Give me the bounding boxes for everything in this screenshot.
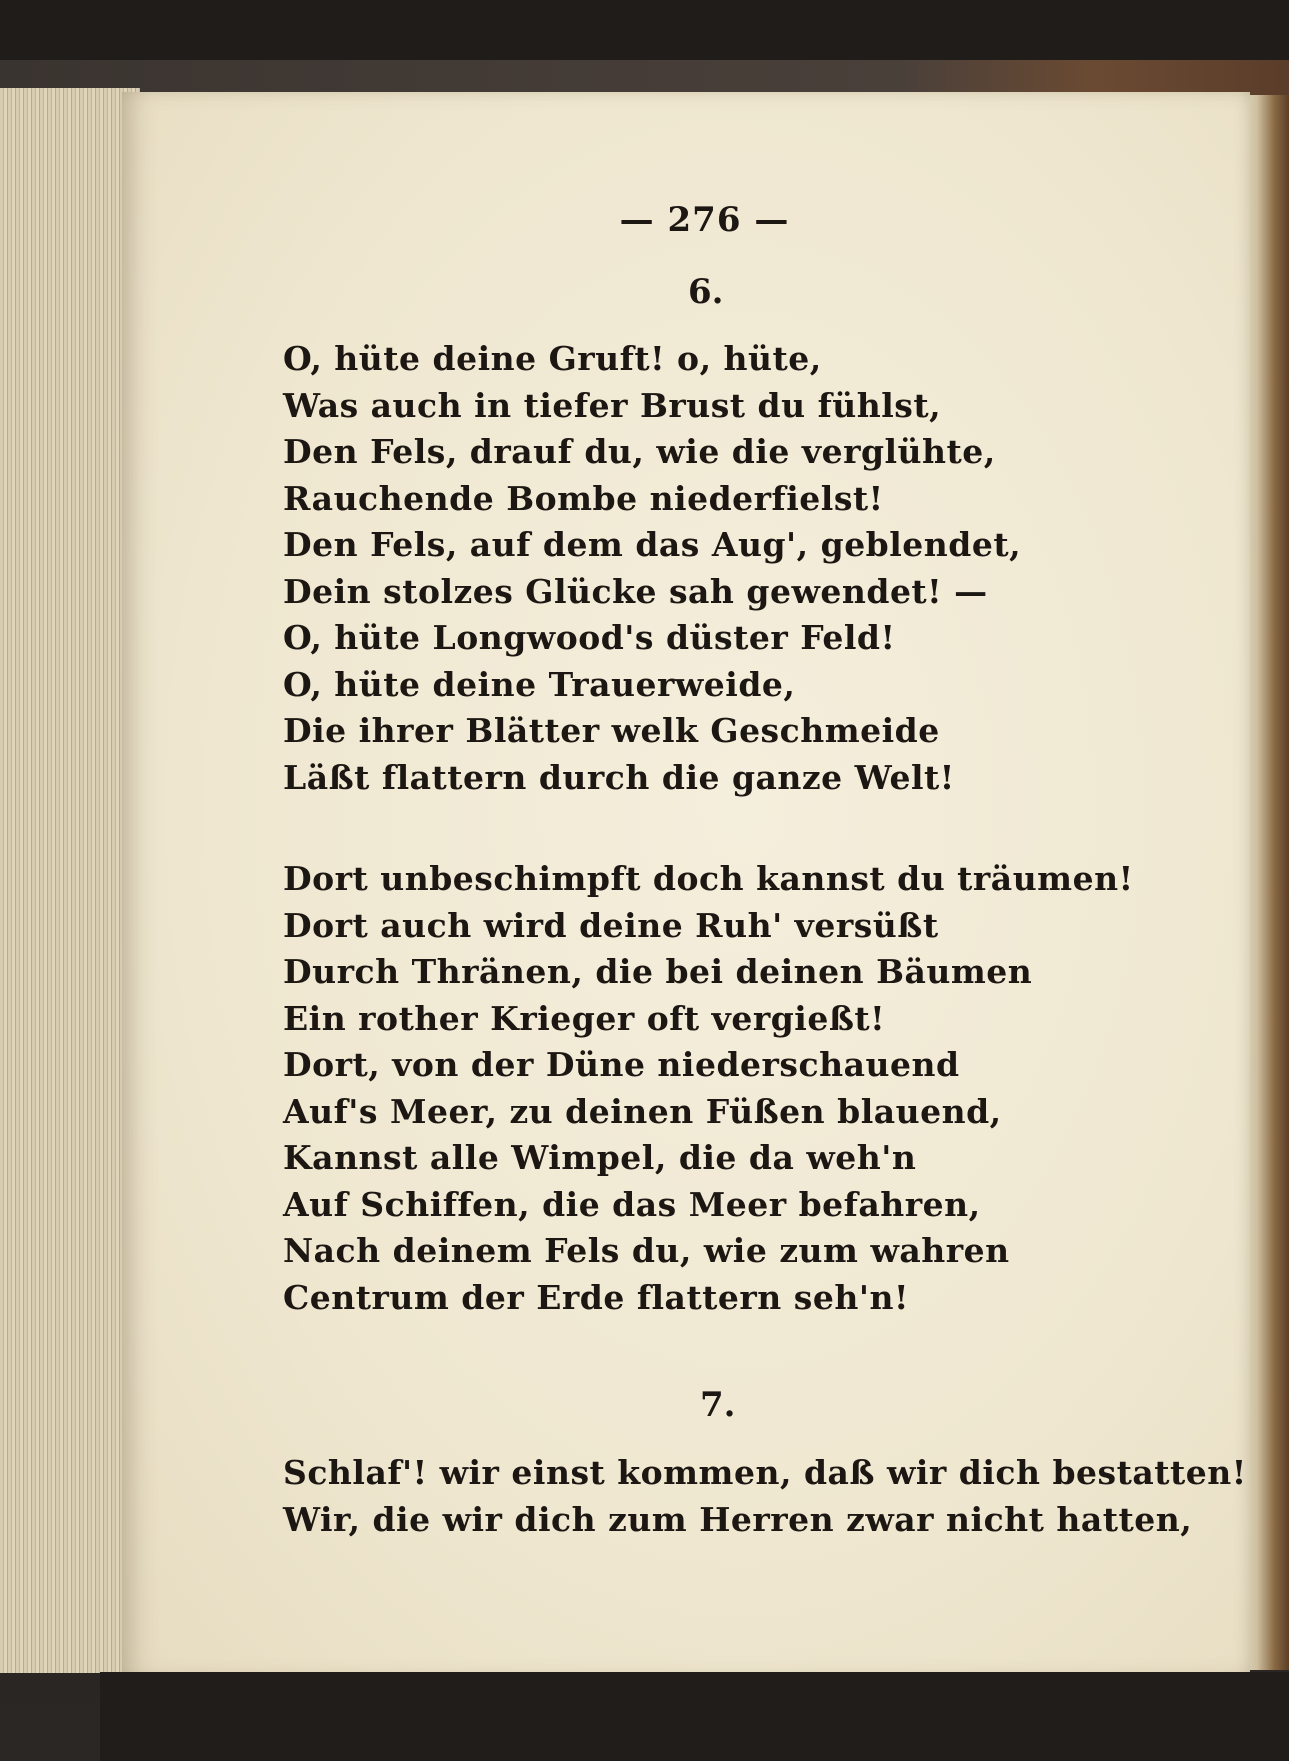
stanza (283, 1450, 1247, 1543)
poem-line: Ein rother Krieger oft vergießt! (283, 998, 886, 1038)
poem-line: Was auch in tiefer Brust du fühlst, (283, 385, 942, 425)
poem-line: Dort unbeschimpft doch kannst du träumen! (283, 859, 1134, 898)
poem-line: Die ihrer Blätter welk Geschmeide (283, 711, 940, 750)
poem-line: O, hüte deine Trauerweide, (283, 664, 796, 704)
section-number-7: 7. (700, 1385, 736, 1425)
poem-section-6 (283, 336, 1134, 1321)
poem-line: Auf Schiffen, die das Meer befahren, (283, 1184, 981, 1224)
poem-line: Auf's Meer, zu deinen Füßen blauend, (283, 1091, 1002, 1131)
poem-line: Kannst alle Wimpel, die da weh'n (283, 1138, 917, 1177)
poem-line: Nach deinem Fels du, wie zum wahren (283, 1231, 1010, 1270)
section-number-6: 6. (688, 272, 724, 312)
poem-line: Schlaf'! wir einst kommen, daß wir dich bestatten! (283, 1453, 1247, 1492)
poem-line: Durch Thränen, die bei deinen Bäumen (283, 952, 1033, 991)
stanza (283, 336, 1134, 801)
poem-line: Läßt flattern durch die ganze Welt! (283, 757, 955, 797)
poem-line: Dort, von der Düne niederschauend (283, 1045, 960, 1084)
page-stack-left (0, 88, 140, 1673)
poem-line: Dein stolzes Glücke sah gewendet! — (283, 571, 988, 611)
background-bottom (100, 1672, 1289, 1761)
poem-line: Den Fels, drauf du, wie die verglühte, (283, 432, 996, 471)
page-number: — 276 — (619, 200, 790, 240)
poem-line: Den Fels, auf dem das Aug', geblendet, (283, 525, 1022, 564)
poem-line: Centrum der Erde flattern seh'n! (283, 1277, 909, 1317)
poem-line: O, hüte Longwood's düster Feld! (283, 618, 896, 657)
poem-line: Wir, die wir dich zum Herren zwar nicht hatten, (283, 1499, 1193, 1539)
poem-line: Dort auch wird deine Ruh' versüßt (283, 905, 939, 945)
poem-section-7 (283, 1450, 1247, 1543)
stanza-gap (283, 801, 1134, 856)
poem-line: O, hüte deine Gruft! o, hüte, (283, 339, 822, 378)
poem-line: Rauchende Bombe niederfielst! (283, 478, 884, 518)
stanza (283, 856, 1134, 1321)
